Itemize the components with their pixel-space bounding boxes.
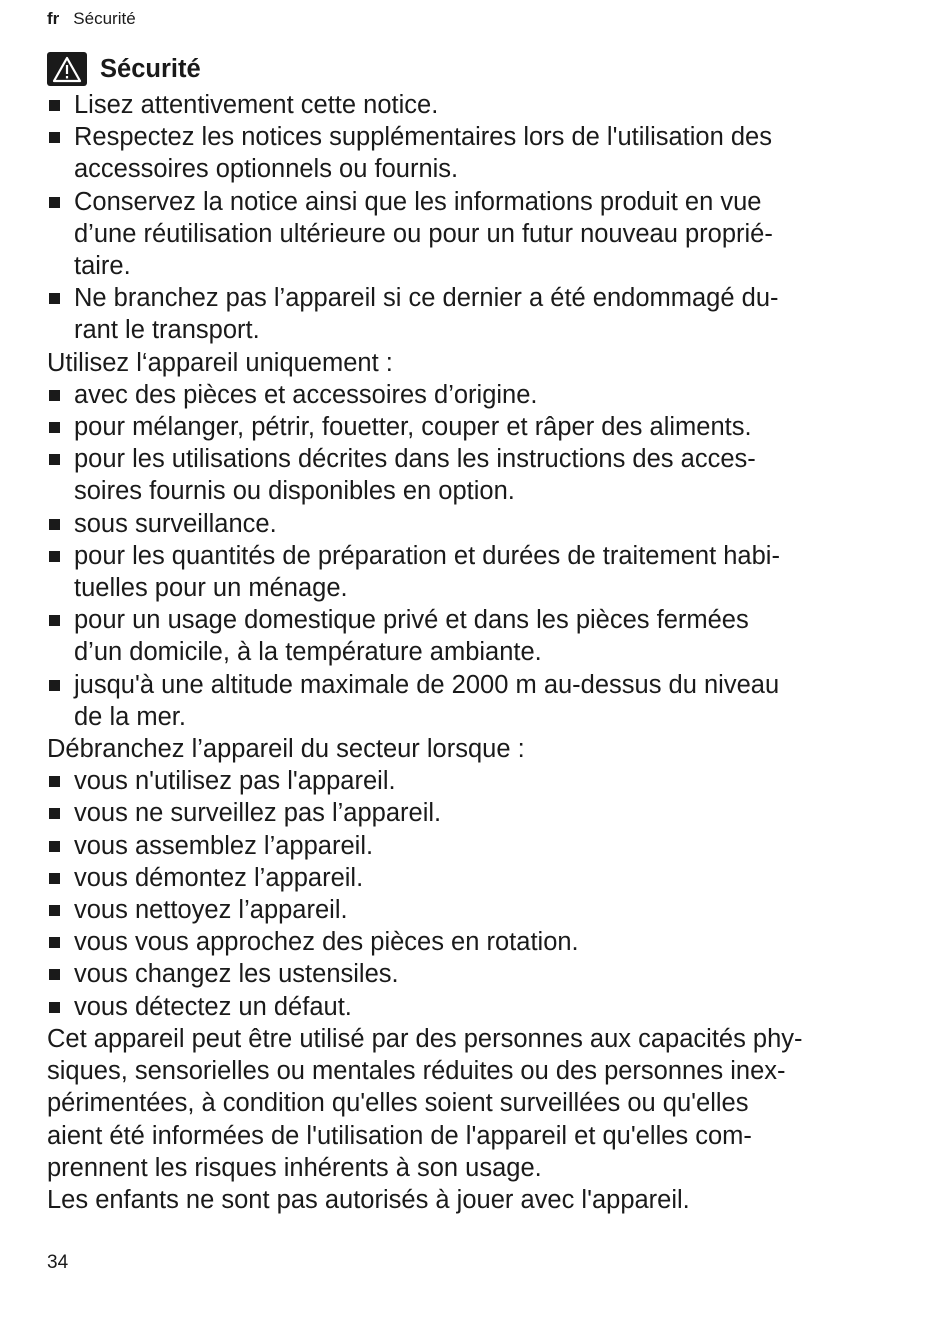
list-item-line: vous démontez l’appareil.	[74, 863, 364, 892]
children-paragraph: Les enfants ne sont pas autorisés à jouer avec l'appareil.	[47, 1185, 690, 1214]
square-bullet-icon	[49, 390, 60, 401]
list-item	[47, 669, 907, 733]
list-item	[47, 282, 907, 346]
list-item	[47, 379, 907, 411]
list-item-line: Respectez les notices supplémentaires lors de l'utilisation des	[74, 123, 772, 152]
list-item	[47, 89, 907, 121]
page-number: 34	[47, 1252, 69, 1273]
list-item	[47, 894, 907, 926]
square-bullet-icon	[49, 841, 60, 852]
list-item-line: vous ne surveillez pas l’appareil.	[74, 799, 442, 828]
paragraph-line: siques, sensorielles ou mentales réduites ou des personnes inex-	[47, 1057, 786, 1086]
square-bullet-icon	[49, 293, 60, 304]
list-item-line: sous surveillance.	[74, 509, 277, 538]
section-heading	[47, 49, 907, 89]
list-item-line: pour mélanger, pétrir, fouetter, couper et râper des aliments.	[74, 413, 752, 442]
list-item-line: vous n'utilisez pas l'appareil.	[74, 767, 396, 796]
list-item	[47, 121, 907, 185]
intro-bullet-list	[47, 89, 907, 347]
square-bullet-icon	[49, 808, 60, 819]
list-item-line: tuelles pour un ménage.	[74, 574, 348, 603]
square-bullet-icon	[49, 551, 60, 562]
list-item	[47, 540, 907, 604]
list-item	[47, 830, 907, 862]
list-item-line: Lisez attentivement cette notice.	[74, 91, 439, 119]
square-bullet-icon	[49, 905, 60, 916]
list-item-line: pour les utilisations décrites dans les instructions des acces-	[74, 445, 756, 474]
paragraph-line: Cet appareil peut être utilisé par des personnes aux capacités phy-	[47, 1024, 803, 1053]
list-item-line: avec des pièces et accessoires d’origine.	[74, 380, 538, 409]
square-bullet-icon	[49, 615, 60, 626]
safety-content	[47, 49, 907, 1216]
running-header-section: Sécurité	[73, 9, 136, 28]
square-bullet-icon	[49, 937, 60, 948]
list-item-line: vous nettoyez l’appareil.	[74, 896, 348, 925]
running-header	[47, 8, 136, 30]
list-item-line: vous détectez un défaut.	[74, 992, 352, 1021]
list-item	[47, 604, 907, 668]
list-item	[47, 765, 907, 797]
list-item	[47, 411, 907, 443]
paragraph-line: périmentées, à condition qu'elles soient surveillées ou qu'elles	[47, 1089, 749, 1118]
unplug-intro-text: Débranchez l’appareil du secteur lorsque :	[47, 735, 525, 764]
list-item-line: soires fournis ou disponibles en option.	[74, 477, 515, 506]
use-bullet-list	[47, 379, 907, 733]
list-item-line: d’une réutilisation ultérieure ou pour un futur nouveau proprié-	[74, 219, 773, 248]
square-bullet-icon	[49, 519, 60, 530]
paragraph-line: aient été informées de l'utilisation de l'appareil et qu'elles com-	[47, 1121, 752, 1150]
use-intro-text: Utilisez l‘appareil uniquement :	[47, 348, 393, 377]
square-bullet-icon	[49, 454, 60, 465]
list-item-line: Conservez la notice ainsi que les informations produit en vue	[74, 187, 762, 216]
list-item	[47, 797, 907, 829]
list-item	[47, 862, 907, 894]
list-item-line: pour les quantités de préparation et durées de traitement habi-	[74, 541, 780, 570]
square-bullet-icon	[49, 132, 60, 143]
list-item-line: vous assemblez l’appareil.	[74, 831, 374, 860]
list-item	[47, 443, 907, 507]
list-item-line: Ne branchez pas l’appareil si ce dernier a été endommagé du-	[74, 284, 779, 313]
section-title: Sécurité	[100, 54, 201, 83]
list-item	[47, 508, 907, 540]
square-bullet-icon	[49, 873, 60, 884]
list-item-line: de la mer.	[74, 702, 186, 731]
capacity-paragraph	[47, 1023, 907, 1184]
list-item	[47, 926, 907, 958]
square-bullet-icon	[49, 197, 60, 208]
language-code: fr	[47, 9, 60, 28]
square-bullet-icon	[49, 776, 60, 787]
list-item-line: taire.	[74, 252, 131, 281]
square-bullet-icon	[49, 680, 60, 691]
unplug-bullet-list	[47, 765, 907, 1023]
warning-triangle-icon	[47, 52, 87, 86]
list-item-line: accessoires optionnels ou fournis.	[74, 155, 459, 184]
square-bullet-icon	[49, 422, 60, 433]
list-item	[47, 958, 907, 990]
list-item-line: rant le transport.	[74, 316, 260, 345]
list-item-line: jusqu'à une altitude maximale de 2000 m au-dessus du niveau	[74, 670, 780, 699]
square-bullet-icon	[49, 1002, 60, 1013]
square-bullet-icon	[49, 100, 60, 111]
list-item	[47, 186, 907, 283]
square-bullet-icon	[49, 969, 60, 980]
list-item-line: d’un domicile, à la température ambiante.	[74, 638, 542, 667]
list-item-line: vous changez les ustensiles.	[74, 960, 399, 989]
paragraph-line: prennent les risques inhérents à son usage.	[47, 1153, 542, 1182]
list-item-line: vous vous approchez des pièces en rotation.	[74, 928, 579, 957]
list-item-line: pour un usage domestique privé et dans les pièces fermées	[74, 606, 749, 635]
list-item	[47, 991, 907, 1023]
